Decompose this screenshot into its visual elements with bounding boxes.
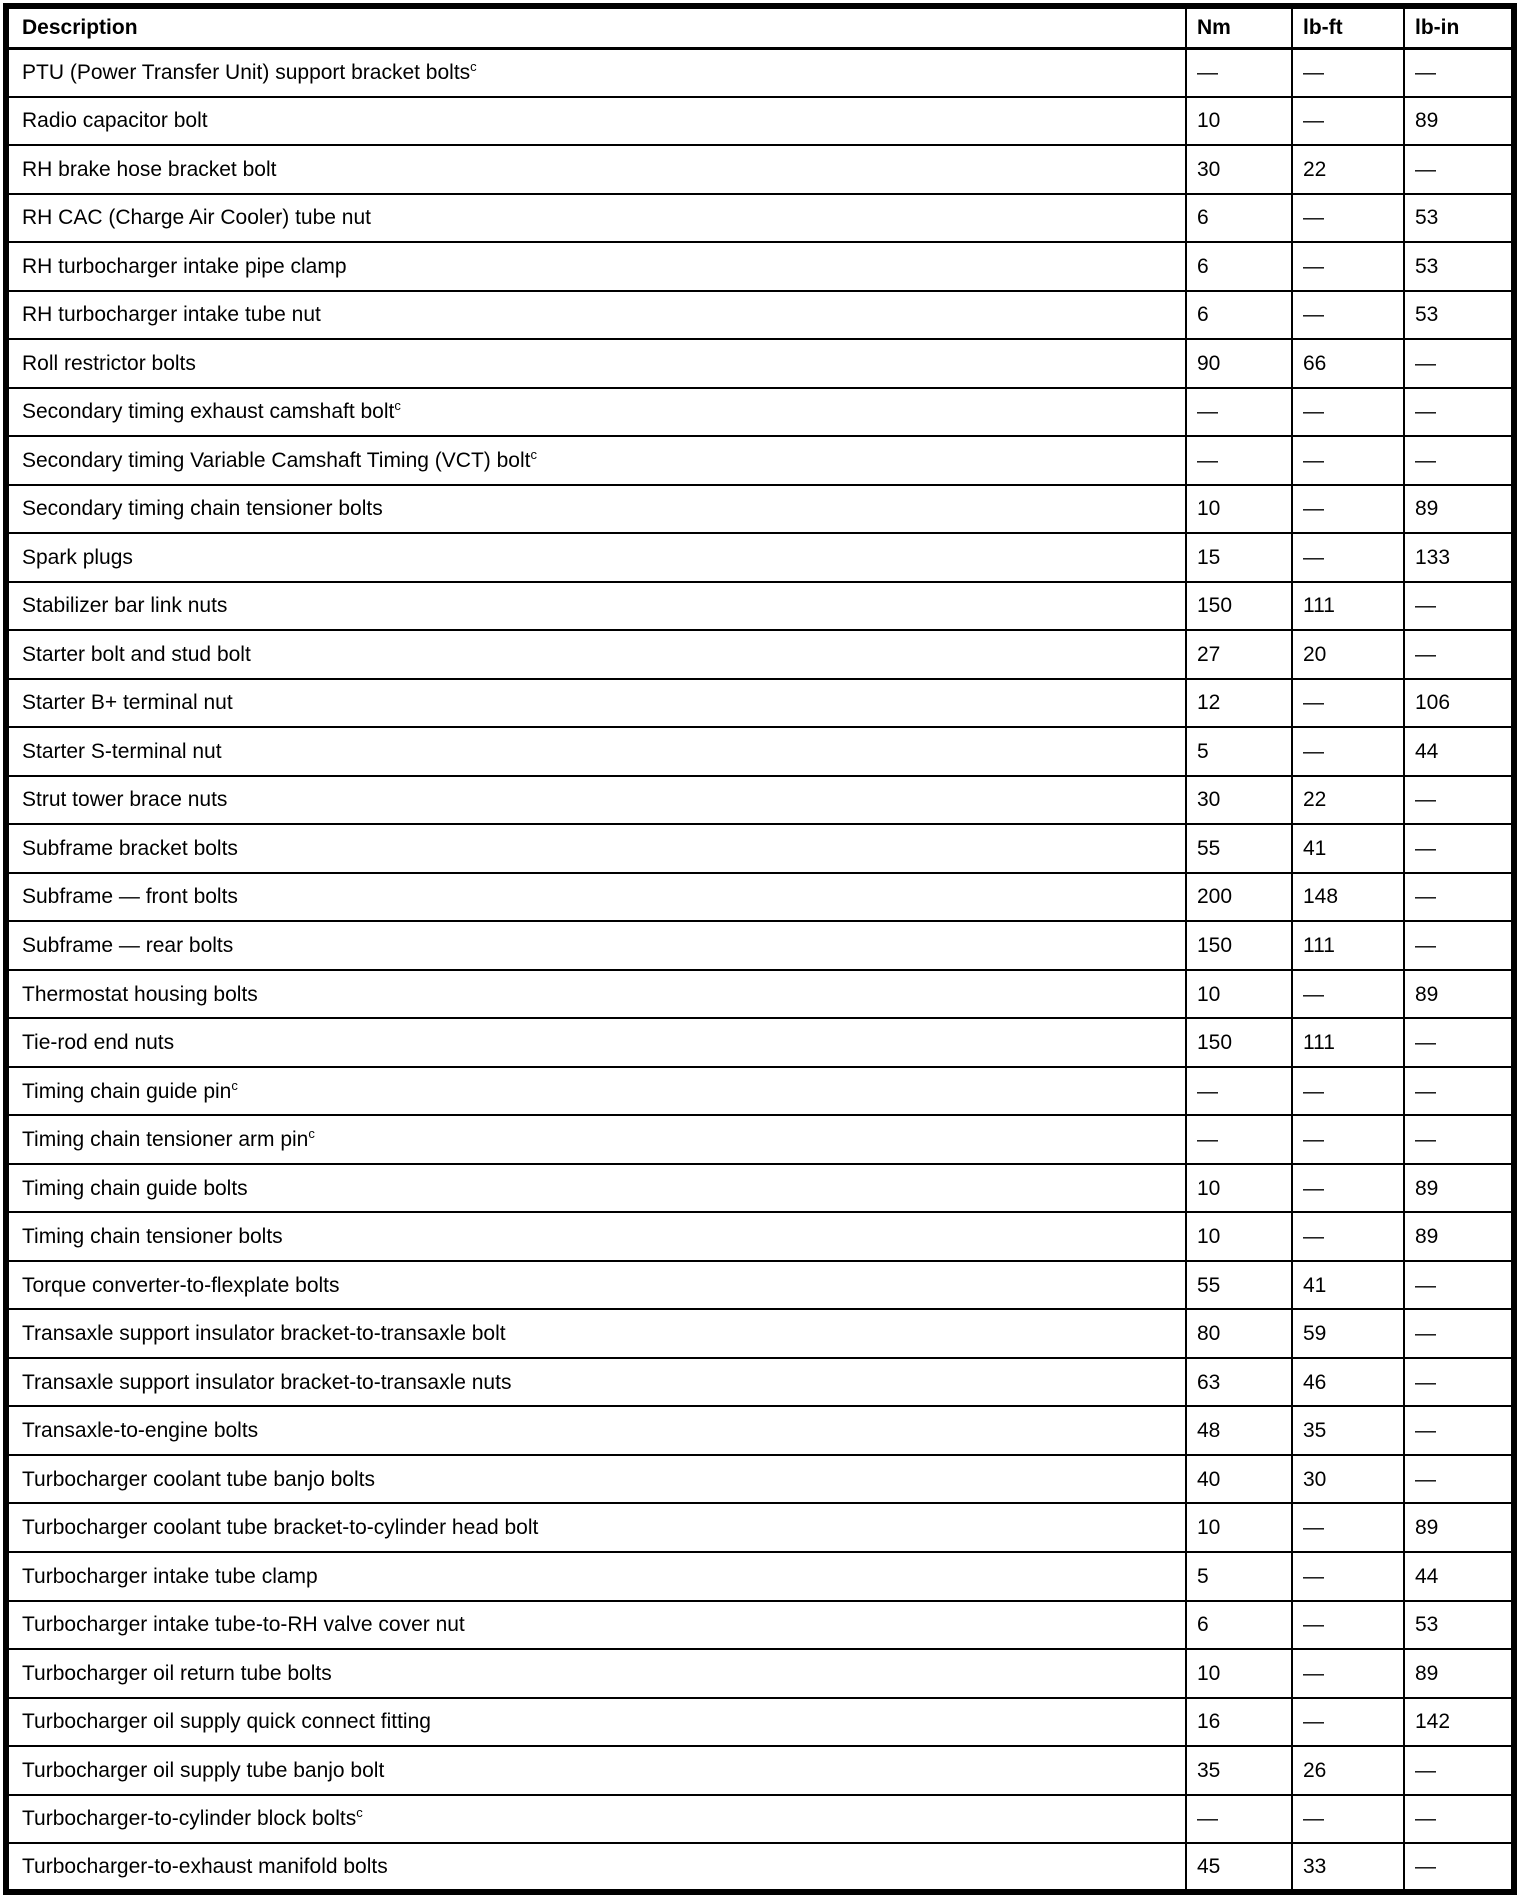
lbin-cell: — xyxy=(1404,1358,1514,1407)
nm-cell: 15 xyxy=(1186,533,1292,582)
lbft-cell: — xyxy=(1292,97,1404,146)
lbin-cell: — xyxy=(1404,339,1514,388)
table-row xyxy=(6,1698,1514,1747)
description-cell xyxy=(6,388,1186,437)
header-nm: Nm xyxy=(1186,6,1292,48)
description-text: Starter B+ terminal nut xyxy=(22,691,233,715)
description-text: RH brake hose bracket bolt xyxy=(22,157,277,181)
table-row xyxy=(6,1018,1514,1067)
nm-cell: 5 xyxy=(1186,727,1292,776)
description-cell xyxy=(6,194,1186,243)
nm-cell: 35 xyxy=(1186,1746,1292,1795)
description-cell xyxy=(6,1406,1186,1455)
lbft-cell: 111 xyxy=(1292,1018,1404,1067)
lbft-cell: — xyxy=(1292,1503,1404,1552)
table-row xyxy=(6,727,1514,776)
description-text: RH turbocharger intake tube nut xyxy=(22,303,321,327)
table-row xyxy=(6,97,1514,146)
nm-cell: 27 xyxy=(1186,630,1292,679)
description-text: Turbocharger-to-cylinder block bolts xyxy=(22,1807,357,1831)
description-text: Spark plugs xyxy=(22,545,133,569)
nm-cell: 55 xyxy=(1186,1261,1292,1310)
description-text: RH CAC (Charge Air Cooler) tube nut xyxy=(22,206,371,230)
lbin-cell: — xyxy=(1404,1115,1514,1164)
lbin-cell: — xyxy=(1404,1455,1514,1504)
lbft-cell: — xyxy=(1292,436,1404,485)
lbin-cell: 106 xyxy=(1404,679,1514,728)
description-text: Turbocharger coolant tube bracket-to-cylinder head bolt xyxy=(22,1516,539,1540)
nm-cell: — xyxy=(1186,48,1292,97)
description-text: Turbocharger intake tube-to-RH valve cover nut xyxy=(22,1613,465,1637)
lbin-cell: — xyxy=(1404,1261,1514,1310)
lbft-cell: 46 xyxy=(1292,1358,1404,1407)
nm-cell: 6 xyxy=(1186,242,1292,291)
description-cell xyxy=(6,1455,1186,1504)
lbft-cell: 41 xyxy=(1292,824,1404,873)
lbft-cell: — xyxy=(1292,194,1404,243)
description-text: Torque converter-to-flexplate bolts xyxy=(22,1273,340,1297)
footnote-marker-icon: c xyxy=(308,1126,315,1142)
table-header xyxy=(6,6,1514,48)
lbft-cell: 26 xyxy=(1292,1746,1404,1795)
nm-cell: 10 xyxy=(1186,485,1292,534)
nm-cell: 6 xyxy=(1186,194,1292,243)
table-row xyxy=(6,291,1514,340)
lbin-cell: — xyxy=(1404,824,1514,873)
description-cell xyxy=(6,1601,1186,1650)
lbin-cell: — xyxy=(1404,873,1514,922)
description-cell xyxy=(6,1746,1186,1795)
lbin-cell: — xyxy=(1404,776,1514,825)
table-row xyxy=(6,679,1514,728)
nm-cell: 30 xyxy=(1186,145,1292,194)
nm-cell: 48 xyxy=(1186,1406,1292,1455)
description-text: Transaxle support insulator bracket-to-transaxle nuts xyxy=(22,1370,512,1394)
lbin-cell: 89 xyxy=(1404,485,1514,534)
lbft-cell: — xyxy=(1292,679,1404,728)
description-text: Transaxle support insulator bracket-to-transaxle bolt xyxy=(22,1322,506,1346)
description-cell xyxy=(6,145,1186,194)
description-cell xyxy=(6,1164,1186,1213)
description-text: Stabilizer bar link nuts xyxy=(22,594,228,618)
lbft-cell: 33 xyxy=(1292,1843,1404,1892)
lbft-cell: — xyxy=(1292,388,1404,437)
description-text: Turbocharger oil supply quick connect fitting xyxy=(22,1710,431,1734)
lbft-cell: 111 xyxy=(1292,921,1404,970)
lbin-cell: — xyxy=(1404,582,1514,631)
lbin-cell: 53 xyxy=(1404,194,1514,243)
table-row xyxy=(6,533,1514,582)
lbft-cell: 22 xyxy=(1292,776,1404,825)
lbft-cell: 41 xyxy=(1292,1261,1404,1310)
lbin-cell: — xyxy=(1404,921,1514,970)
lbft-cell: — xyxy=(1292,970,1404,1019)
table-row xyxy=(6,1795,1514,1844)
description-cell xyxy=(6,1698,1186,1747)
table-row xyxy=(6,824,1514,873)
nm-cell: 150 xyxy=(1186,921,1292,970)
lbft-cell: 30 xyxy=(1292,1455,1404,1504)
lbft-cell: — xyxy=(1292,1649,1404,1698)
nm-cell: 6 xyxy=(1186,291,1292,340)
table-row xyxy=(6,582,1514,631)
nm-cell: 10 xyxy=(1186,1649,1292,1698)
nm-cell: — xyxy=(1186,1067,1292,1116)
description-cell xyxy=(6,1067,1186,1116)
description-text: Turbocharger intake tube clamp xyxy=(22,1564,318,1588)
nm-cell: 80 xyxy=(1186,1309,1292,1358)
description-text: Thermostat housing bolts xyxy=(22,982,258,1006)
lbin-cell: 44 xyxy=(1404,1552,1514,1601)
description-text: Secondary timing Variable Camshaft Timing (VCT) bolt xyxy=(22,448,531,472)
lbft-cell: — xyxy=(1292,533,1404,582)
lbft-cell: — xyxy=(1292,727,1404,776)
table-row xyxy=(6,1164,1514,1213)
lbin-cell: — xyxy=(1404,630,1514,679)
description-text: Secondary timing chain tensioner bolts xyxy=(22,497,383,521)
nm-cell: — xyxy=(1186,388,1292,437)
table-body xyxy=(6,48,1514,1892)
description-cell xyxy=(6,436,1186,485)
table-row xyxy=(6,1067,1514,1116)
lbin-cell: — xyxy=(1404,1018,1514,1067)
lbin-cell: 133 xyxy=(1404,533,1514,582)
lbft-cell: 66 xyxy=(1292,339,1404,388)
nm-cell: 10 xyxy=(1186,97,1292,146)
description-cell xyxy=(6,1552,1186,1601)
description-cell xyxy=(6,1358,1186,1407)
table-row xyxy=(6,1843,1514,1892)
lbin-cell: — xyxy=(1404,388,1514,437)
lbft-cell: 59 xyxy=(1292,1309,1404,1358)
header-lbft: lb-ft xyxy=(1292,6,1404,48)
nm-cell: — xyxy=(1186,436,1292,485)
table-row xyxy=(6,1552,1514,1601)
description-text: Timing chain tensioner arm pin xyxy=(22,1128,309,1152)
table-row xyxy=(6,1455,1514,1504)
nm-cell: 55 xyxy=(1186,824,1292,873)
description-cell xyxy=(6,679,1186,728)
lbft-cell: — xyxy=(1292,242,1404,291)
description-cell xyxy=(6,970,1186,1019)
table-row xyxy=(6,194,1514,243)
description-cell xyxy=(6,1843,1186,1892)
description-cell xyxy=(6,1795,1186,1844)
nm-cell: 10 xyxy=(1186,970,1292,1019)
nm-cell: — xyxy=(1186,1795,1292,1844)
description-text: Subframe — rear bolts xyxy=(22,933,234,957)
table-row xyxy=(6,242,1514,291)
lbft-cell: — xyxy=(1292,485,1404,534)
description-cell xyxy=(6,1649,1186,1698)
description-text: Strut tower brace nuts xyxy=(22,788,228,812)
table-row xyxy=(6,1746,1514,1795)
description-cell xyxy=(6,873,1186,922)
description-text: Turbocharger oil supply tube banjo bolt xyxy=(22,1758,385,1782)
description-cell xyxy=(6,291,1186,340)
nm-cell: 6 xyxy=(1186,1601,1292,1650)
description-text: Subframe bracket bolts xyxy=(22,836,238,860)
header-row xyxy=(6,6,1514,48)
lbin-cell: 53 xyxy=(1404,291,1514,340)
table-row xyxy=(6,1649,1514,1698)
description-cell xyxy=(6,921,1186,970)
description-text: PTU (Power Transfer Unit) support bracket bolts xyxy=(22,60,471,84)
description-cell xyxy=(6,824,1186,873)
description-text: Starter bolt and stud bolt xyxy=(22,642,251,666)
lbin-cell: — xyxy=(1404,436,1514,485)
description-text: Turbocharger oil return tube bolts xyxy=(22,1661,332,1685)
description-text: Radio capacitor bolt xyxy=(22,109,208,133)
description-text: Turbocharger-to-exhaust manifold bolts xyxy=(22,1854,388,1878)
table-row xyxy=(6,1503,1514,1552)
table-row xyxy=(6,921,1514,970)
lbin-cell: 89 xyxy=(1404,1503,1514,1552)
table-row xyxy=(6,485,1514,534)
nm-cell: 5 xyxy=(1186,1552,1292,1601)
description-cell xyxy=(6,776,1186,825)
description-text: Turbocharger coolant tube banjo bolts xyxy=(22,1467,375,1491)
description-text: Tie-rod end nuts xyxy=(22,1031,175,1055)
description-cell xyxy=(6,1212,1186,1261)
table-row xyxy=(6,1601,1514,1650)
footnote-marker-icon: c xyxy=(356,1805,363,1821)
lbin-cell: — xyxy=(1404,1309,1514,1358)
lbft-cell: — xyxy=(1292,291,1404,340)
description-text: Starter S-terminal nut xyxy=(22,739,222,763)
description-cell xyxy=(6,1018,1186,1067)
lbin-cell: 89 xyxy=(1404,1164,1514,1213)
description-cell xyxy=(6,97,1186,146)
lbin-cell: — xyxy=(1404,1795,1514,1844)
lbft-cell: 111 xyxy=(1292,582,1404,631)
lbin-cell: 53 xyxy=(1404,1601,1514,1650)
lbin-cell: 89 xyxy=(1404,1649,1514,1698)
description-text: Subframe — front bolts xyxy=(22,885,238,909)
description-text: Timing chain guide pin xyxy=(22,1079,232,1103)
nm-cell: 90 xyxy=(1186,339,1292,388)
description-cell xyxy=(6,242,1186,291)
nm-cell: 63 xyxy=(1186,1358,1292,1407)
description-text: Roll restrictor bolts xyxy=(22,351,196,375)
table-row xyxy=(6,436,1514,485)
table-row xyxy=(6,630,1514,679)
table-row xyxy=(6,145,1514,194)
description-cell xyxy=(6,582,1186,631)
lbin-cell: 89 xyxy=(1404,1212,1514,1261)
nm-cell: 200 xyxy=(1186,873,1292,922)
footnote-marker-icon: c xyxy=(394,398,401,414)
table-row xyxy=(6,1309,1514,1358)
torque-spec-table xyxy=(3,3,1517,1895)
table-row xyxy=(6,1261,1514,1310)
lbin-cell: — xyxy=(1404,145,1514,194)
footnote-marker-icon: c xyxy=(231,1077,238,1093)
lbft-cell: — xyxy=(1292,1601,1404,1650)
description-text: Transaxle-to-engine bolts xyxy=(22,1419,259,1443)
nm-cell: 150 xyxy=(1186,582,1292,631)
lbft-cell: — xyxy=(1292,1698,1404,1747)
nm-cell: 150 xyxy=(1186,1018,1292,1067)
table-row xyxy=(6,1406,1514,1455)
nm-cell: 10 xyxy=(1186,1503,1292,1552)
description-cell xyxy=(6,1503,1186,1552)
lbft-cell: — xyxy=(1292,1164,1404,1213)
lbin-cell: — xyxy=(1404,1067,1514,1116)
header-description: Description xyxy=(6,6,1186,48)
footnote-marker-icon: c xyxy=(470,58,477,74)
nm-cell: 30 xyxy=(1186,776,1292,825)
lbft-cell: — xyxy=(1292,48,1404,97)
nm-cell: 10 xyxy=(1186,1212,1292,1261)
lbft-cell: — xyxy=(1292,1115,1404,1164)
lbin-cell: 53 xyxy=(1404,242,1514,291)
lbft-cell: 20 xyxy=(1292,630,1404,679)
lbin-cell: 44 xyxy=(1404,727,1514,776)
lbft-cell: — xyxy=(1292,1067,1404,1116)
table-row xyxy=(6,873,1514,922)
description-cell xyxy=(6,630,1186,679)
description-cell xyxy=(6,1309,1186,1358)
description-text: Secondary timing exhaust camshaft bolt xyxy=(22,400,395,424)
lbin-cell: — xyxy=(1404,48,1514,97)
description-cell xyxy=(6,727,1186,776)
description-cell xyxy=(6,533,1186,582)
nm-cell: 40 xyxy=(1186,1455,1292,1504)
table-row xyxy=(6,339,1514,388)
footnote-marker-icon: c xyxy=(530,446,537,462)
lbin-cell: — xyxy=(1404,1746,1514,1795)
table-row xyxy=(6,388,1514,437)
nm-cell: 45 xyxy=(1186,1843,1292,1892)
lbin-cell: 89 xyxy=(1404,970,1514,1019)
header-lbin: lb-in xyxy=(1404,6,1514,48)
lbin-cell: — xyxy=(1404,1406,1514,1455)
table-row xyxy=(6,776,1514,825)
nm-cell: 16 xyxy=(1186,1698,1292,1747)
table-row xyxy=(6,1358,1514,1407)
lbft-cell: — xyxy=(1292,1212,1404,1261)
lbft-cell: 22 xyxy=(1292,145,1404,194)
nm-cell: 12 xyxy=(1186,679,1292,728)
description-cell xyxy=(6,339,1186,388)
table-row xyxy=(6,1212,1514,1261)
lbin-cell: — xyxy=(1404,1843,1514,1892)
table-row xyxy=(6,48,1514,97)
nm-cell: — xyxy=(1186,1115,1292,1164)
description-text: Timing chain tensioner bolts xyxy=(22,1225,283,1249)
table-row xyxy=(6,1115,1514,1164)
lbin-cell: 89 xyxy=(1404,97,1514,146)
description-text: RH turbocharger intake pipe clamp xyxy=(22,254,347,278)
lbft-cell: 35 xyxy=(1292,1406,1404,1455)
description-cell xyxy=(6,1115,1186,1164)
lbft-cell: 148 xyxy=(1292,873,1404,922)
description-cell xyxy=(6,485,1186,534)
description-cell xyxy=(6,1261,1186,1310)
description-cell xyxy=(6,48,1186,97)
description-text: Timing chain guide bolts xyxy=(22,1176,248,1200)
lbin-cell: 142 xyxy=(1404,1698,1514,1747)
lbft-cell: — xyxy=(1292,1795,1404,1844)
table-row xyxy=(6,970,1514,1019)
nm-cell: 10 xyxy=(1186,1164,1292,1213)
lbft-cell: — xyxy=(1292,1552,1404,1601)
